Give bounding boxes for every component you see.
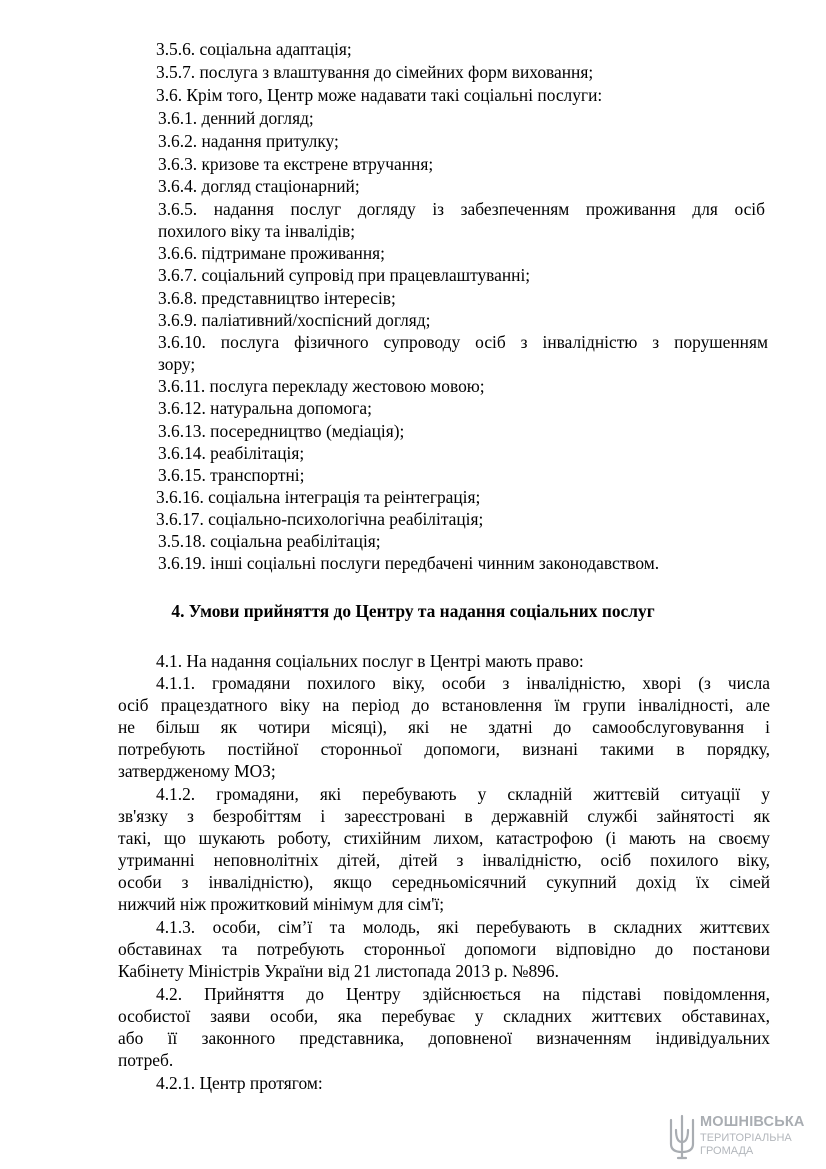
paragraph-line: 4.2. Прийняття до Центру здійснюється на підставі повідомлення, <box>156 984 770 1004</box>
paragraph-line: затвердженому МОЗ; <box>118 761 276 781</box>
section-heading: 4. Умови прийняття до Центру та надання соціальних послуг <box>171 601 655 621</box>
logo-subtitle: ГРОМАДА <box>700 1145 754 1157</box>
paragraph-line: потребують постійної сторонньої допомоги, визнані такими в порядку, <box>118 739 770 759</box>
paragraph-line: Кабінету Міністрів України від 21 листопада 2013 р. №896. <box>118 961 559 981</box>
list-item: 3.6.8. представництво інтересів; <box>158 288 396 308</box>
paragraph-line: або її законного представника, доповненої визначенням індивідуальних <box>118 1028 770 1048</box>
list-item-line: 3.6.5. надання послуг догляду із забезпеченням проживання для осіб <box>158 199 765 219</box>
list-item: 3.6.16. соціальна інтеграція та реінтеграція; <box>156 487 481 507</box>
paragraph-line: 4.1.2. громадяни, які перебувають у складній життєвій ситуації у <box>156 784 770 804</box>
list-item: 3.5.6. соціальна адаптація; <box>156 39 352 59</box>
list-item: 3.6.9. паліативний/хоспісний догляд; <box>158 310 431 330</box>
list-item: 3.6.6. підтримане проживання; <box>158 243 385 263</box>
paragraph-line: особистої заяви особи, яка перебуває у складних життєвих обставинах, <box>118 1006 770 1026</box>
list-item: 3.6.7. соціальний супровід при працевлаштуванні; <box>158 265 531 285</box>
community-logo <box>668 1112 808 1162</box>
paragraph-line: 4.1. На надання соціальних послуг в Центрі мають право: <box>156 651 584 671</box>
paragraph-line: обставинах та потребують сторонньої допомоги відповідно до постанови <box>118 939 770 959</box>
list-item: 3.6.11. послуга перекладу жестовою мовою; <box>158 376 485 396</box>
trident-icon <box>668 1114 696 1160</box>
paragraph-line: утриманні неповнолітніх дітей, дітей з інвалідністю, осіб похилого віку, <box>118 850 770 870</box>
list-item: 3.6.15. транспортні; <box>158 465 305 485</box>
list-item: 3.6.13. посередництво (медіація); <box>158 421 405 441</box>
list-item: 3.6.4. догляд стаціонарний; <box>158 176 360 196</box>
list-item: 3.6.2. надання притулку; <box>158 131 339 151</box>
list-item: 3.6.17. соціально-психологічна реабілітація; <box>156 509 484 529</box>
paragraph-line: зв'язку з безробіттям і зареєстровані в державній службі зайнятості як <box>118 806 770 826</box>
list-item: 3.6. Крім того, Центр може надавати такі соціальні послуги: <box>156 85 603 105</box>
list-item-line: зору; <box>158 354 196 374</box>
list-item-line: похилого віку та інвалідів; <box>158 221 356 241</box>
list-item: 3.6.3. кризове та екстрене втручання; <box>158 154 434 174</box>
paragraph-line: 4.1.1. громадяни похилого віку, особи з інвалідністю, хворі (з числа <box>156 673 770 693</box>
list-item: 3.5.7. послуга з влаштування до сімейних форм виховання; <box>156 62 594 82</box>
list-item: 3.5.18. соціальна реабілітація; <box>158 531 381 551</box>
paragraph-line: не більш як чотири місяці), які не здатні до самообслуговування і <box>118 717 770 737</box>
list-item: 3.6.12. натуральна допомога; <box>158 398 372 418</box>
list-item: 3.6.1. денний догляд; <box>158 108 314 128</box>
paragraph-line: такі, що шукають роботу, стихійним лихом, катастрофою (і мають на своєму <box>118 828 770 848</box>
paragraph-line: 4.1.3. особи, сім’ї та молодь, які перебувають в складних життєвих <box>156 917 770 937</box>
logo-title: МОШНІВСЬКА <box>700 1114 805 1130</box>
logo-subtitle: ТЕРИТОРІАЛЬНА <box>700 1132 792 1144</box>
paragraph-line: 4.2.1. Центр протягом: <box>156 1073 323 1093</box>
paragraph-line: нижчий ніж прожитковий мінімум для сім'ї; <box>118 894 445 914</box>
list-item: 3.6.19. інші соціальні послуги передбачені чинним законодавством. <box>158 553 660 573</box>
list-item: 3.6.14. реабілітація; <box>158 443 305 463</box>
paragraph-line: особи з інвалідністю), якщо середньомісячний сукупний дохід їх сімей <box>118 872 770 892</box>
list-item-line: 3.6.10. послуга фізичного супроводу осіб з інвалідністю з порушенням <box>158 332 768 352</box>
paragraph-line: осіб працездатного віку на період до встановлення їм групи інвалідності, але <box>118 695 770 715</box>
paragraph-line: потреб. <box>118 1050 174 1070</box>
